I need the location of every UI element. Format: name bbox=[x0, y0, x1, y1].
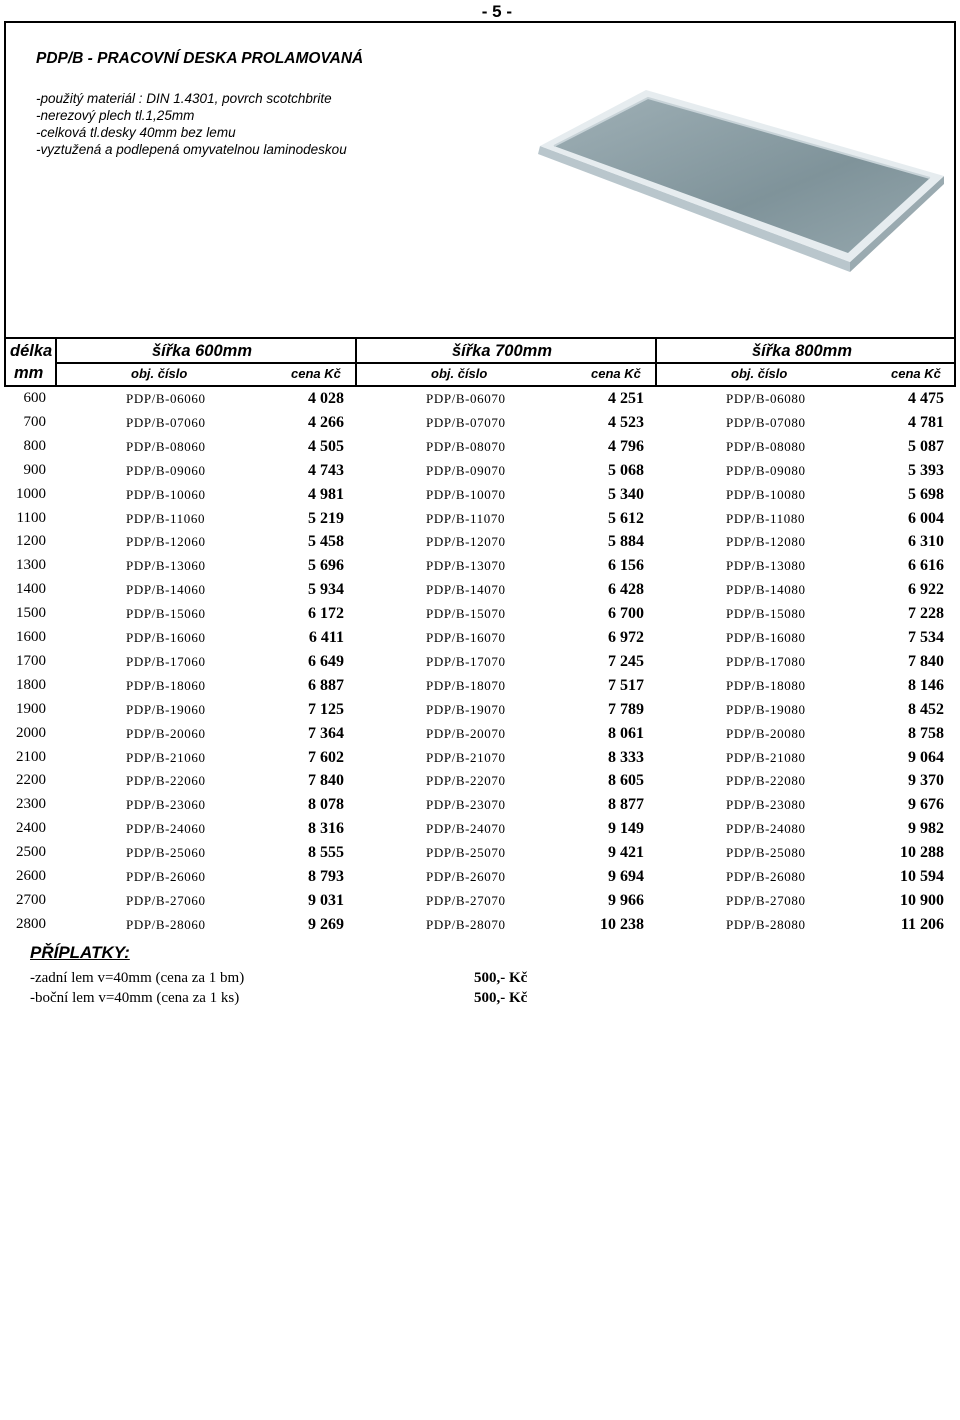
price-header-800: cena Kč bbox=[891, 366, 941, 381]
order-code-600: PDP/B-23060 bbox=[126, 797, 206, 813]
length-unit-header: mm bbox=[14, 364, 44, 382]
order-code-600: PDP/B-07060 bbox=[126, 414, 206, 430]
order-code-700: PDP/B-24070 bbox=[426, 821, 506, 837]
price-700: 8 605 bbox=[608, 772, 644, 790]
order-code-700: PDP/B-25070 bbox=[426, 845, 506, 861]
price-700: 8 877 bbox=[608, 796, 644, 814]
price-700: 6 972 bbox=[608, 629, 644, 646]
price-header-700: cena Kč bbox=[591, 366, 641, 381]
price-700: 9 421 bbox=[608, 844, 644, 862]
order-code-600: PDP/B-28060 bbox=[126, 916, 206, 932]
table-row bbox=[0, 840, 960, 864]
order-code-600: PDP/B-14060 bbox=[126, 582, 206, 598]
length-cell: 1500 bbox=[16, 605, 46, 622]
order-code-600: PDP/B-11060 bbox=[126, 510, 206, 526]
frame-top-line bbox=[4, 21, 956, 23]
price-700: 9 966 bbox=[608, 891, 644, 909]
order-code-600: PDP/B-27060 bbox=[126, 892, 206, 908]
price-600: 8 078 bbox=[308, 796, 344, 814]
surcharge-label: -zadní lem v=40mm (cena za 1 bm) bbox=[30, 970, 245, 986]
order-code-700: PDP/B-07070 bbox=[426, 414, 506, 430]
price-800: 5 087 bbox=[908, 437, 944, 455]
surcharges-title: PŘÍPLATKY: bbox=[30, 943, 130, 962]
table-row bbox=[0, 553, 960, 577]
price-header-600: cena Kč bbox=[291, 366, 341, 381]
order-code-800: PDP/B-09080 bbox=[726, 462, 806, 478]
price-700: 5 612 bbox=[608, 509, 644, 527]
table-row bbox=[0, 864, 960, 888]
price-600: 6 411 bbox=[308, 629, 344, 646]
order-code-800: PDP/B-14080 bbox=[726, 582, 806, 598]
table-row bbox=[0, 506, 960, 530]
price-700: 7 789 bbox=[608, 700, 644, 718]
length-cell: 2300 bbox=[16, 796, 46, 813]
table-row bbox=[0, 529, 960, 553]
price-800: 7 534 bbox=[908, 629, 944, 646]
page-number: - 5 - bbox=[481, 2, 512, 21]
order-code-800: PDP/B-28080 bbox=[726, 916, 806, 932]
order-code-700: PDP/B-26070 bbox=[426, 869, 506, 884]
order-code-700: PDP/B-17070 bbox=[426, 653, 506, 669]
order-code-600: PDP/B-26060 bbox=[126, 869, 206, 884]
table-row bbox=[0, 816, 960, 840]
header-divider bbox=[355, 337, 357, 387]
order-code-800: PDP/B-17080 bbox=[726, 653, 806, 669]
order-code-700: PDP/B-21070 bbox=[426, 749, 506, 765]
order-code-800: PDP/B-20080 bbox=[726, 725, 806, 741]
price-800: 8 146 bbox=[908, 676, 944, 694]
length-cell: 1100 bbox=[16, 509, 46, 526]
price-700: 6 156 bbox=[608, 557, 644, 575]
price-700: 5 068 bbox=[608, 461, 644, 479]
price-700: 9 149 bbox=[608, 820, 644, 838]
header-divider bbox=[55, 337, 57, 387]
price-700: 5 884 bbox=[608, 533, 644, 551]
table-row bbox=[0, 888, 960, 912]
price-700: 5 340 bbox=[608, 485, 644, 503]
description-line: -použitý materiál : DIN 1.4301, povrch scotchbrite bbox=[36, 91, 332, 106]
length-cell: 2500 bbox=[16, 844, 46, 861]
description-line: -nerezový plech tl.1,25mm bbox=[36, 108, 195, 123]
frame-left-line bbox=[4, 21, 6, 387]
price-800: 6 004 bbox=[908, 509, 944, 527]
price-800: 7 228 bbox=[908, 605, 944, 623]
length-cell: 800 bbox=[23, 437, 46, 454]
price-800: 6 310 bbox=[908, 533, 944, 551]
price-600: 4 743 bbox=[308, 461, 344, 479]
price-600: 4 266 bbox=[308, 413, 344, 431]
order-code-600: PDP/B-09060 bbox=[126, 462, 206, 478]
worktop-illustration bbox=[528, 50, 948, 280]
order-code-600: PDP/B-10060 bbox=[126, 486, 206, 502]
table-row bbox=[0, 386, 960, 410]
price-600: 6 649 bbox=[308, 652, 344, 670]
length-cell: 600 bbox=[23, 390, 46, 406]
order-code-600: PDP/B-06060 bbox=[126, 391, 206, 406]
price-600: 5 696 bbox=[308, 557, 344, 575]
surcharge-price: 500,- Kč bbox=[474, 990, 528, 1006]
table-row bbox=[0, 601, 960, 625]
width-600-header: šířka 600mm bbox=[152, 342, 252, 360]
price-800: 8 758 bbox=[908, 724, 944, 742]
table-row bbox=[0, 912, 960, 936]
price-600: 4 505 bbox=[308, 437, 344, 455]
price-700: 4 796 bbox=[608, 437, 644, 455]
length-cell: 2200 bbox=[16, 772, 46, 789]
length-cell: 1000 bbox=[16, 485, 46, 502]
price-700: 9 694 bbox=[608, 868, 644, 885]
order-code-600: PDP/B-08060 bbox=[126, 438, 206, 454]
price-600: 5 934 bbox=[308, 581, 344, 599]
price-800: 6 922 bbox=[908, 581, 944, 599]
order-code-600: PDP/B-13060 bbox=[126, 558, 206, 574]
order-code-700: PDP/B-22070 bbox=[426, 773, 506, 789]
price-800: 10 900 bbox=[900, 891, 944, 909]
order-code-700: PDP/B-15070 bbox=[426, 606, 506, 622]
price-600: 8 316 bbox=[308, 820, 344, 838]
order-code-700: PDP/B-08070 bbox=[426, 438, 506, 454]
order-code-700: PDP/B-14070 bbox=[426, 582, 506, 598]
price-700: 4 251 bbox=[608, 390, 644, 407]
table-row bbox=[0, 625, 960, 649]
table-row bbox=[0, 577, 960, 601]
price-800: 8 452 bbox=[908, 700, 944, 718]
order-code-800: PDP/B-10080 bbox=[726, 486, 806, 502]
length-cell: 1800 bbox=[16, 676, 46, 693]
table-row bbox=[0, 482, 960, 506]
order-code-600: PDP/B-18060 bbox=[126, 677, 206, 693]
price-700: 10 238 bbox=[600, 915, 644, 933]
order-code-700: PDP/B-06070 bbox=[426, 391, 506, 406]
table-row bbox=[0, 458, 960, 482]
length-cell: 1400 bbox=[16, 581, 46, 598]
order-code-700: PDP/B-18070 bbox=[426, 677, 506, 693]
length-cell: 2600 bbox=[16, 868, 46, 884]
description-line: -celková tl.desky 40mm bez lemu bbox=[36, 125, 236, 140]
description-line: -vyztužená a podlepená omyvatelnou laminodeskou bbox=[36, 142, 347, 157]
table-row bbox=[0, 697, 960, 721]
code-header-700: obj. číslo bbox=[431, 366, 488, 381]
order-code-600: PDP/B-24060 bbox=[126, 821, 206, 837]
width-800-header: šířka 800mm bbox=[752, 342, 852, 360]
length-cell: 700 bbox=[23, 413, 46, 430]
price-600: 8 555 bbox=[308, 844, 344, 862]
price-700: 8 061 bbox=[608, 724, 644, 742]
price-800: 10 288 bbox=[900, 844, 944, 862]
length-cell: 2800 bbox=[16, 915, 46, 932]
order-code-800: PDP/B-13080 bbox=[726, 558, 806, 574]
width-700-header: šířka 700mm bbox=[452, 342, 552, 360]
order-code-800: PDP/B-26080 bbox=[726, 869, 806, 884]
price-700: 7 245 bbox=[608, 652, 644, 670]
price-600: 9 031 bbox=[308, 891, 344, 909]
price-700: 6 428 bbox=[608, 581, 644, 599]
price-800: 6 616 bbox=[908, 557, 944, 575]
header-divider bbox=[655, 337, 657, 387]
table-row bbox=[0, 673, 960, 697]
table-row bbox=[0, 745, 960, 769]
surcharge-price: 500,- Kč bbox=[474, 970, 528, 986]
length-cell: 2400 bbox=[16, 820, 46, 837]
price-700: 7 517 bbox=[608, 676, 644, 694]
order-code-800: PDP/B-06080 bbox=[726, 391, 806, 406]
length-cell: 1200 bbox=[16, 533, 46, 550]
order-code-600: PDP/B-20060 bbox=[126, 725, 206, 741]
order-code-600: PDP/B-25060 bbox=[126, 845, 206, 861]
price-800: 9 064 bbox=[908, 748, 944, 766]
length-cell: 2100 bbox=[16, 748, 46, 765]
order-code-700: PDP/B-09070 bbox=[426, 462, 506, 478]
order-code-700: PDP/B-28070 bbox=[426, 916, 506, 932]
price-600: 7 840 bbox=[308, 772, 344, 790]
order-code-800: PDP/B-08080 bbox=[726, 438, 806, 454]
order-code-700: PDP/B-11070 bbox=[426, 510, 506, 526]
product-description bbox=[36, 90, 347, 158]
order-code-700: PDP/B-20070 bbox=[426, 725, 506, 741]
order-code-800: PDP/B-15080 bbox=[726, 606, 806, 622]
price-800: 9 982 bbox=[908, 820, 944, 838]
table-row bbox=[0, 768, 960, 792]
order-code-700: PDP/B-23070 bbox=[426, 797, 506, 813]
product-title: PDP/B - PRACOVNÍ DESKA PROLAMOVANÁ bbox=[36, 50, 364, 67]
order-code-700: PDP/B-10070 bbox=[426, 486, 506, 502]
price-600: 7 602 bbox=[308, 748, 344, 766]
length-header: délka bbox=[10, 342, 53, 360]
price-700: 4 523 bbox=[608, 413, 644, 431]
price-600: 4 028 bbox=[308, 390, 344, 407]
length-cell: 2000 bbox=[16, 724, 46, 741]
order-code-600: PDP/B-21060 bbox=[126, 749, 206, 765]
frame-right-line bbox=[954, 21, 956, 387]
price-800: 5 698 bbox=[908, 485, 944, 503]
table-row bbox=[0, 649, 960, 673]
order-code-800: PDP/B-25080 bbox=[726, 845, 806, 861]
price-800: 4 475 bbox=[908, 390, 944, 407]
order-code-800: PDP/B-11080 bbox=[726, 510, 806, 526]
order-code-800: PDP/B-21080 bbox=[726, 749, 806, 765]
price-700: 6 700 bbox=[608, 605, 644, 623]
order-code-800: PDP/B-19080 bbox=[726, 701, 806, 717]
length-cell: 1600 bbox=[16, 629, 46, 645]
price-800: 4 781 bbox=[908, 413, 944, 431]
price-600: 6 887 bbox=[308, 676, 344, 694]
price-600: 8 793 bbox=[308, 868, 344, 885]
length-cell: 1300 bbox=[16, 557, 46, 574]
order-code-700: PDP/B-27070 bbox=[426, 892, 506, 908]
order-code-600: PDP/B-16060 bbox=[126, 630, 206, 645]
order-code-600: PDP/B-19060 bbox=[126, 701, 206, 717]
price-800: 9 676 bbox=[908, 796, 944, 814]
order-code-700: PDP/B-12070 bbox=[426, 534, 506, 550]
price-800: 5 393 bbox=[908, 461, 944, 479]
surcharge-label: -boční lem v=40mm (cena za 1 ks) bbox=[30, 990, 240, 1006]
order-code-600: PDP/B-12060 bbox=[126, 534, 206, 550]
order-code-800: PDP/B-12080 bbox=[726, 534, 806, 550]
table-row bbox=[0, 434, 960, 458]
price-600: 9 269 bbox=[308, 915, 344, 933]
order-code-800: PDP/B-18080 bbox=[726, 677, 806, 693]
table-row bbox=[0, 721, 960, 745]
length-cell: 1900 bbox=[16, 700, 46, 717]
order-code-800: PDP/B-23080 bbox=[726, 797, 806, 813]
price-600: 7 364 bbox=[308, 724, 344, 742]
price-800: 9 370 bbox=[908, 772, 944, 790]
order-code-600: PDP/B-15060 bbox=[126, 606, 206, 622]
price-800: 10 594 bbox=[900, 868, 944, 885]
table-row bbox=[0, 410, 960, 434]
table-top-line bbox=[4, 337, 956, 339]
table-row bbox=[0, 792, 960, 816]
order-code-600: PDP/B-22060 bbox=[126, 773, 206, 789]
price-600: 5 458 bbox=[308, 533, 344, 551]
order-code-800: PDP/B-07080 bbox=[726, 414, 806, 430]
price-600: 5 219 bbox=[308, 509, 344, 527]
order-code-800: PDP/B-27080 bbox=[726, 892, 806, 908]
price-800: 11 206 bbox=[900, 915, 944, 933]
order-code-700: PDP/B-19070 bbox=[426, 701, 506, 717]
order-code-800: PDP/B-24080 bbox=[726, 821, 806, 837]
header-mid-line bbox=[56, 362, 956, 364]
code-header-600: obj. číslo bbox=[131, 366, 188, 381]
order-code-700: PDP/B-13070 bbox=[426, 558, 506, 574]
length-cell: 900 bbox=[23, 461, 46, 478]
order-code-700: PDP/B-16070 bbox=[426, 630, 506, 645]
length-cell: 1700 bbox=[16, 652, 46, 669]
order-code-800: PDP/B-22080 bbox=[726, 773, 806, 789]
price-600: 7 125 bbox=[308, 700, 344, 718]
length-cell: 2700 bbox=[16, 891, 46, 908]
price-700: 8 333 bbox=[608, 748, 644, 766]
code-header-800: obj. číslo bbox=[731, 366, 788, 381]
order-code-600: PDP/B-17060 bbox=[126, 653, 206, 669]
price-600: 4 981 bbox=[308, 485, 344, 503]
order-code-800: PDP/B-16080 bbox=[726, 630, 806, 645]
price-600: 6 172 bbox=[308, 605, 344, 623]
price-800: 7 840 bbox=[908, 652, 944, 670]
